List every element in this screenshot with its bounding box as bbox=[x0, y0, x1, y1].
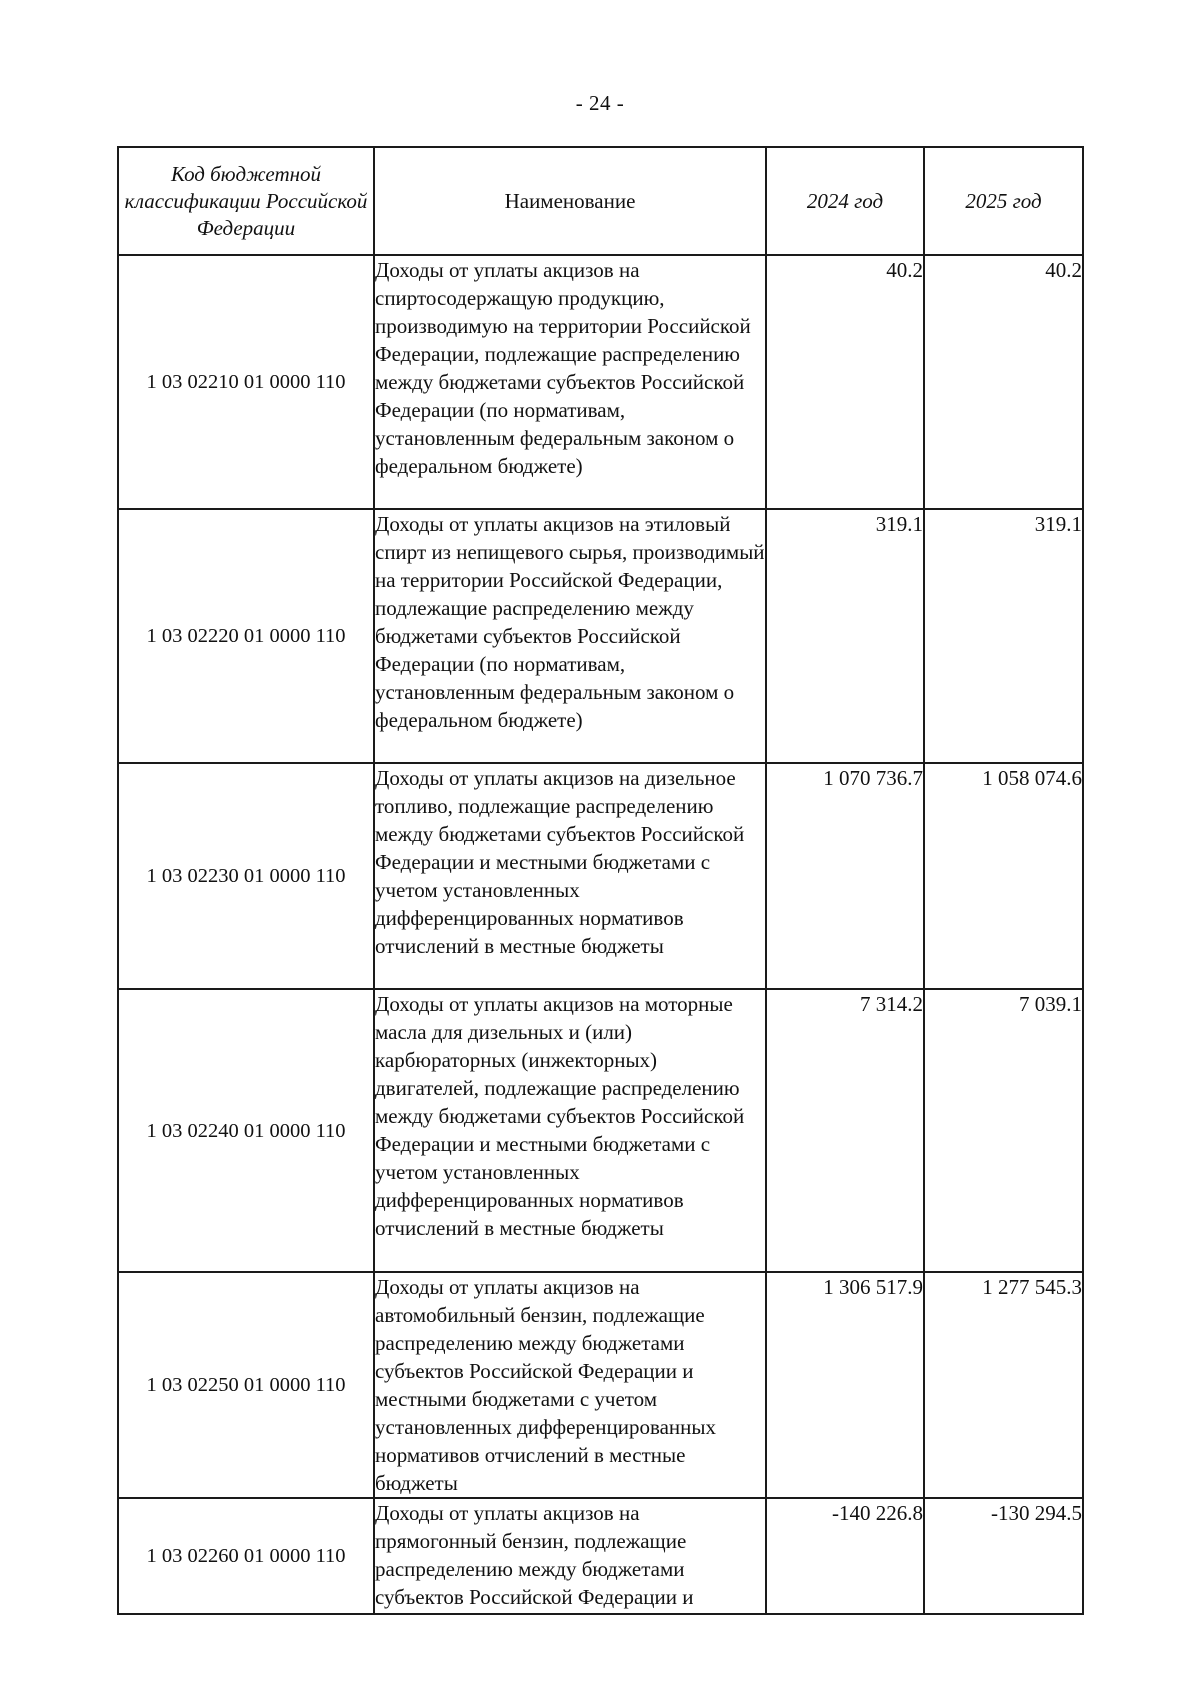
row-value-2025: -130 294.5 bbox=[924, 1498, 1083, 1614]
table-row bbox=[118, 509, 1083, 763]
table-header-row bbox=[118, 147, 1083, 255]
row-name: Доходы от уплаты акцизов на этиловый спирт из непищевого сырья, производимый на территории Российской Федерации, подлежащие распределению между бюджетами субъектов Российской Федерации (по нормативам, установленным федеральным законом о федеральном бюджете) bbox=[374, 509, 766, 763]
header-year-2024: 2024 год bbox=[766, 147, 924, 255]
header-name: Наименование bbox=[374, 147, 766, 255]
row-code: 1 03 02260 01 0000 110 bbox=[118, 1498, 374, 1614]
row-name: Доходы от уплаты акцизов на прямогонный бензин, подлежащие распределению между бюджетами субъектов Российской Федерации и bbox=[374, 1498, 766, 1614]
page-number: - 24 - bbox=[575, 91, 625, 115]
row-value-2024: 1 306 517.9 bbox=[766, 1272, 924, 1498]
row-value-2025: 1 277 545.3 bbox=[924, 1272, 1083, 1498]
row-code: 1 03 02220 01 0000 110 bbox=[118, 509, 374, 763]
row-code: 1 03 02210 01 0000 110 bbox=[118, 255, 374, 509]
row-code: 1 03 02230 01 0000 110 bbox=[118, 763, 374, 989]
budget-revenue-table bbox=[117, 146, 1084, 1615]
row-name: Доходы от уплаты акцизов на спиртосодержащую продукцию, производимую на территории Российской Федерации, подлежащие распределению между бюджетами субъектов Российской Федерации (по нормативам, установленным федеральным законом о федеральном бюджете) bbox=[374, 255, 766, 509]
table-row bbox=[118, 255, 1083, 509]
row-code: 1 03 02250 01 0000 110 bbox=[118, 1272, 374, 1498]
row-value-2024: 40.2 bbox=[766, 255, 924, 509]
row-value-2025: 7 039.1 bbox=[924, 989, 1083, 1272]
row-value-2024: 319.1 bbox=[766, 509, 924, 763]
row-name: Доходы от уплаты акцизов на автомобильный бензин, подлежащие распределению между бюджетами субъектов Российской Федерации и местными бюджетами с учетом установленных дифференцированных нормативов отчислений в местные бюджеты bbox=[374, 1272, 766, 1498]
table-row bbox=[118, 1272, 1083, 1498]
row-name: Доходы от уплаты акцизов на моторные масла для дизельных и (или) карбюраторных (инжекторных) двигателей, подлежащие распределению между бюджетами субъектов Российской Федерации и местными бюджетами с учетом установленных дифференцированных нормативов отчислений в местные бюджеты bbox=[374, 989, 766, 1272]
table-row bbox=[118, 763, 1083, 989]
row-value-2025: 319.1 bbox=[924, 509, 1083, 763]
row-value-2024: 7 314.2 bbox=[766, 989, 924, 1272]
table-row bbox=[118, 1498, 1083, 1614]
header-year-2025: 2025 год bbox=[924, 147, 1083, 255]
row-value-2025: 1 058 074.6 bbox=[924, 763, 1083, 989]
row-value-2025: 40.2 bbox=[924, 255, 1083, 509]
row-value-2024: -140 226.8 bbox=[766, 1498, 924, 1614]
row-value-2024: 1 070 736.7 bbox=[766, 763, 924, 989]
table-row bbox=[118, 989, 1083, 1272]
row-name: Доходы от уплаты акцизов на дизельное топливо, подлежащие распределению между бюджетами субъектов Российской Федерации и местными бюджетами с учетом установленных дифференцированных нормативов отчислений в местные бюджеты bbox=[374, 763, 766, 989]
header-code: Код бюджетной классификации Российской Федерации bbox=[118, 147, 374, 255]
row-code: 1 03 02240 01 0000 110 bbox=[118, 989, 374, 1272]
